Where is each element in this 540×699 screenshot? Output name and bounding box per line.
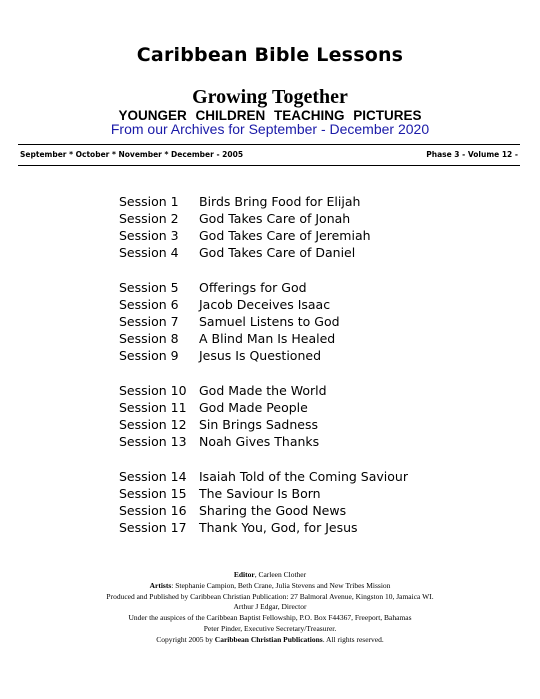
- session-row: [119, 347, 408, 364]
- session-topic: God Made People: [199, 400, 308, 415]
- session-topic: A Blind Man Is Healed: [199, 331, 336, 346]
- session-row: [119, 382, 408, 399]
- session-row: [119, 433, 408, 450]
- months-line: September * October * November * December - 2005: [20, 150, 244, 159]
- series-subtitle: YOUNGER CHILDREN TEACHING PICTURES: [118, 108, 422, 123]
- session-topic: Jesus Is Questioned: [199, 348, 322, 363]
- editor-label: Editor: [233, 570, 255, 579]
- session-row: [119, 502, 408, 519]
- artists-label: Artists: [149, 580, 172, 590]
- session-topic: Birds Bring Food for Elijah: [199, 194, 361, 209]
- session-number: Session 10: [119, 383, 187, 398]
- session-topic: Samuel Listens to God: [199, 314, 340, 329]
- bottom-divider: [18, 165, 520, 166]
- session-list: [119, 193, 408, 536]
- auspices-line: Under the auspices of the Caribbean Baptist Fellowship, P.O. Box F44367, Freeport, Bahamas: [128, 613, 412, 623]
- session-row: [119, 193, 408, 210]
- session-topic: Isaiah Told of the Coming Saviour: [199, 469, 408, 484]
- copyright-org: Caribbean Christian Publications: [214, 634, 323, 644]
- session-number: Session 9: [119, 348, 179, 363]
- session-topic: God Takes Care of Jonah: [199, 211, 351, 226]
- session-number: Session 2: [119, 211, 179, 226]
- session-number: Session 16: [119, 503, 187, 518]
- director-line: Arthur J Edgar, Director: [233, 602, 307, 612]
- session-row: [119, 468, 408, 485]
- group-spacer: [119, 261, 408, 279]
- session-number: Session 6: [119, 297, 179, 312]
- session-number: Session 7: [119, 314, 179, 329]
- session-topic: Jacob Deceives Isaac: [199, 297, 331, 312]
- editor-line: [0, 570, 540, 581]
- session-topic: Noah Gives Thanks: [199, 434, 320, 449]
- group-spacer: [119, 450, 408, 468]
- editor-name: , Carleen Clother: [254, 570, 307, 579]
- session-number: Session 11: [119, 400, 187, 415]
- session-number: Session 1: [119, 194, 179, 209]
- secretary-line: Peter Pinder, Executive Secretary/Treasurer.: [203, 623, 337, 633]
- session-row: [119, 416, 408, 433]
- session-number: Session 17: [119, 520, 187, 535]
- session-row: [119, 279, 408, 296]
- session-number: Session 5: [119, 280, 179, 295]
- copyright-line: [0, 635, 540, 646]
- session-row: [119, 399, 408, 416]
- archive-note: From our Archives for September - December 2020: [110, 121, 430, 137]
- session-topic: God Takes Care of Jeremiah: [199, 228, 371, 243]
- session-number: Session 15: [119, 486, 187, 501]
- session-number: Session 12: [119, 417, 187, 432]
- session-topic: Thank You, God, for Jesus: [199, 520, 358, 535]
- session-topic: Sin Brings Sadness: [199, 417, 319, 432]
- session-topic: God Takes Care of Daniel: [199, 245, 356, 260]
- publication-title: Caribbean Bible Lessons: [136, 44, 404, 66]
- copyright-suffix: . All rights reserved.: [322, 634, 384, 644]
- session-topic: God Made the World: [199, 383, 327, 398]
- session-topic: Offerings for God: [199, 280, 307, 295]
- session-number: Session 8: [119, 331, 179, 346]
- artists-names: : Stephanie Campion, Beth Crane, Julia Stevens and New Tribes Mission: [171, 580, 391, 590]
- phase-volume: Phase 3 - Volume 12 -: [426, 150, 518, 159]
- session-row: [119, 330, 408, 347]
- session-row: [119, 244, 408, 261]
- produced-line: Produced and Published by Caribbean Christian Publication: 27 Balmoral Avenue, Kingston 10, Jamaica WI.: [106, 591, 434, 601]
- session-number: Session 14: [119, 469, 187, 484]
- session-topic: Sharing the Good News: [199, 503, 347, 518]
- series-title: Growing Together: [192, 86, 348, 108]
- session-number: Session 4: [119, 245, 179, 260]
- copyright-prefix: Copyright 2005 by: [156, 634, 215, 644]
- session-topic: The Saviour Is Born: [199, 486, 321, 501]
- session-row: [119, 519, 408, 536]
- session-row: [119, 210, 408, 227]
- session-row: [119, 227, 408, 244]
- session-number: Session 3: [119, 228, 179, 243]
- artists-line: [0, 581, 540, 592]
- session-row: [119, 313, 408, 330]
- session-row: [119, 296, 408, 313]
- group-spacer: [119, 364, 408, 382]
- session-number: Session 13: [119, 434, 187, 449]
- session-row: [119, 485, 408, 502]
- credits-block: [0, 570, 540, 646]
- top-divider: [18, 144, 520, 145]
